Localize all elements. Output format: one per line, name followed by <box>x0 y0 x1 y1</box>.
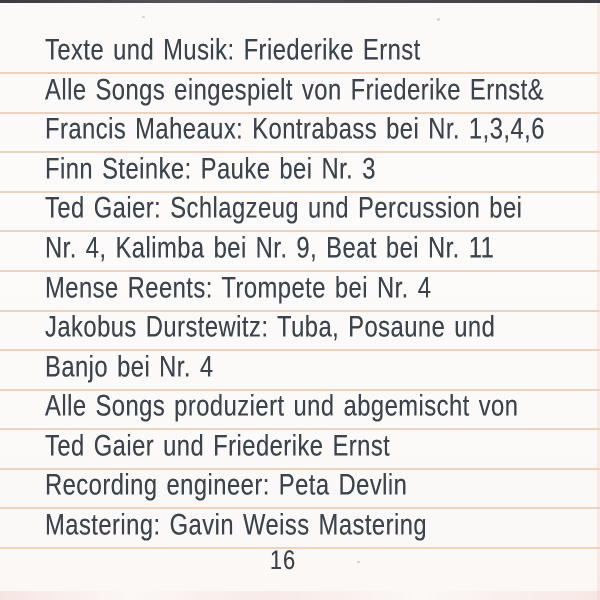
credit-text: Mense Reents: Trompete bei Nr. 4 <box>45 271 432 305</box>
credit-text: Finn Steinke: Pauke bei Nr. 3 <box>45 152 376 186</box>
ruled-line-row <box>0 230 600 272</box>
credit-text: Alle Songs eingespielt von Friederike Ernst& <box>45 73 545 107</box>
ruled-line-row <box>0 467 600 509</box>
credit-text: Nr. 4, Kalimba bei Nr. 9, Beat bei Nr. 11 <box>45 231 495 265</box>
credit-text: Mastering: Gavin Weiss Mastering <box>45 508 428 542</box>
credit-text: Jakobus Durstewitz: Tuba, Posaune und <box>45 310 496 344</box>
ruled-line-row <box>0 309 600 351</box>
credit-text: Francis Maheaux: Kontrabass bei Nr. 1,3,4,6 <box>45 112 545 147</box>
page-number: 16 <box>269 544 297 575</box>
scan-bottom-edge <box>0 591 600 600</box>
ruled-line-row <box>0 507 600 549</box>
credit-text: Recording engineer: Peta Devlin <box>45 469 408 503</box>
credit-text: Texte und Musik: Friederike Ernst <box>45 33 421 67</box>
scan-top-edge <box>0 0 600 3</box>
ruled-line-row <box>0 72 600 114</box>
ruled-line-row <box>0 428 600 470</box>
paper-speck <box>142 16 145 18</box>
ruled-line-row <box>0 388 600 430</box>
ruled-line-row <box>0 111 600 153</box>
credit-text: Ted Gaier und Friederike Ernst <box>45 429 391 463</box>
paper-speck <box>357 561 360 563</box>
credit-text: Alle Songs produziert und abgemischt von <box>45 390 519 424</box>
ruled-line-row <box>0 32 600 74</box>
credit-text: Ted Gaier: Schlagzeug und Percussion bei <box>45 192 523 226</box>
ruled-line-row <box>0 151 600 193</box>
paper-speck <box>437 18 440 21</box>
credit-text: Banjo bei Nr. 4 <box>45 350 214 384</box>
ruled-line-row <box>0 349 600 391</box>
ruled-line-row <box>0 270 600 312</box>
ruled-line-row <box>0 190 600 232</box>
